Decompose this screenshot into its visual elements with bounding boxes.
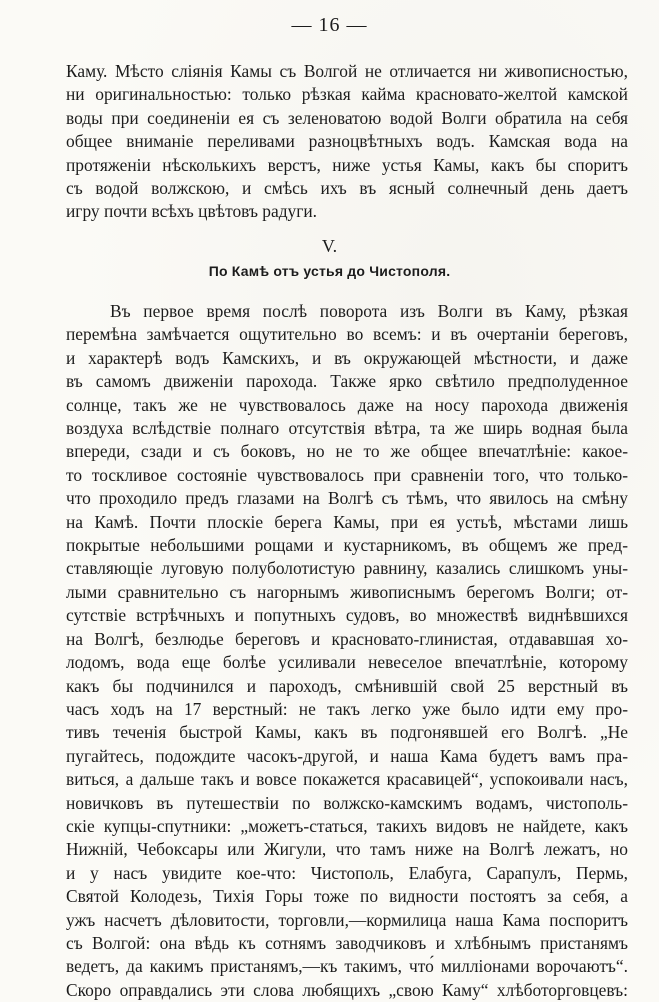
text-line: на Камѣ. Почти плоскіе берега Камы, при ея устьѣ, мѣстами лишь — [66, 511, 628, 532]
section-title: По Камѣ отъ устья до Чистополя. — [208, 263, 451, 279]
text-line: съ водой волжскою, и смѣсь ихъ въ ясный солнечный день даетъ — [66, 178, 628, 199]
text-line: впереди, сзади и съ боковъ, но не то же общее впечатлѣніе: какое- — [66, 441, 628, 462]
text-line: покрытые небольшими рощами и кустарникомъ, въ общемъ же пред- — [66, 535, 628, 556]
text-line: ужъ насчетъ дѣловитости, торговли,—кормилица наша Кама поспоритъ — [66, 909, 628, 930]
paragraph-main — [66, 300, 628, 1002]
text-line: новичковъ въ путешествіи по волжско-камскимъ водамъ, чистополь- — [66, 792, 628, 813]
text-line: сутствіе встрѣчныхъ и попутныхъ судовъ, во множествѣ виднѣвшихся — [66, 605, 628, 626]
text-line: Святой Колодезь, Тихія Горы тоже по видности постоятъ за себя, а — [66, 886, 628, 907]
text-line: на Волгѣ, безлюдье береговъ и красновато-глинистая, отдававшая хо- — [66, 628, 628, 649]
text-line: пугайтесь, подождите часокъ-другой, и наша Кама будетъ вамъ пра- — [66, 745, 628, 766]
text-line: часъ ходъ на 17 верстный: не такъ легко уже было идти ему про- — [66, 698, 628, 719]
text-line: Нижній, Чебоксары или Жигули, что тамъ ниже на Волгѣ лежатъ, но — [66, 839, 628, 860]
paragraph-continued — [66, 60, 628, 224]
text-line: и характерѣ водъ Камскихъ, и въ окружающей мѣстности, и даже — [66, 347, 628, 368]
text-line: скіе купцы-спутники: „можетъ-статься, такихъ видовъ не найдете, какъ — [66, 815, 628, 836]
text-line: ни оригинальностью: только рѣзкая кайма красновато-желтой камской — [66, 84, 628, 105]
text-line: Въ первое время послѣ поворота изъ Волги въ Каму, рѣзкая — [110, 301, 628, 321]
text-line: воздуха вслѣдствіе полнаго отсутствія вѣтра, та же ширь водная была — [66, 418, 628, 439]
text-line: игру почти всѣхъ цвѣтовъ радуги. — [66, 201, 318, 222]
text-line: какъ бы подчинился и пароходъ, смѣнившій свой 25 верстный въ — [66, 675, 628, 696]
text-line: Скоро оправдались эти слова любящихъ „свою Каму“ хлѣботорговцевъ: — [66, 979, 628, 1000]
section-number: V. — [321, 236, 338, 256]
text-line: лодомъ, вода еще болѣе усиливали невеселое впечатлѣніе, которому — [66, 652, 628, 673]
text-line: тивъ теченія быстрой Камы, какъ въ подгонявшей его Волгѣ. „Не — [66, 722, 628, 743]
text-line: протяженіи нѣсколькихъ верстъ, ниже устья Камы, какъ бы споритъ — [66, 154, 628, 175]
text-line: лыми сравнительно съ нагорнымъ живописнымъ берегомъ Волги; от- — [66, 581, 628, 602]
text-line: общее вниманіе переливами разноцвѣтныхъ водъ. Камская вода на — [66, 131, 628, 152]
text-line: Каму. Мѣсто сліянія Камы съ Волгой не отличается ни живописностью, — [66, 61, 628, 81]
text-line: ставляющіе луговую полуболотистую равнину, казались слишкомъ уны- — [66, 558, 628, 579]
text-line: и у насъ увидите кое-что: Чистополь, Елабуга, Сарапулъ, Пермь, — [66, 862, 628, 883]
text-line: виться, а дальше такъ и вовсе покажется красавицей“, успокоивали насъ, — [66, 769, 628, 790]
text-line: ведетъ, да какимъ пристанямъ,—къ такимъ, что́ милліонами ворочаютъ“. — [66, 956, 628, 977]
text-line: въ самомъ движеніи парохода. Также ярко свѣтило предполуденное — [66, 371, 628, 392]
page-number: — 16 — — [291, 14, 368, 36]
text-line: съ Волгой: она вѣдь къ сотнямъ заводчиковъ и хлѣбнымъ пристанямъ — [66, 932, 628, 953]
text-line: солнце, такъ же не чувствовалось даже на носу парохода движенія — [66, 394, 628, 415]
text-line: перемѣна замѣчается ощутительно во всемъ: и въ очертаніи береговъ, — [66, 324, 628, 345]
text-line: то тоскливое состояніе чувствовалось при сравненіи того, что только- — [66, 464, 628, 485]
text-line: что проходило предъ глазами на Волгѣ съ тѣмъ, что явилось на смѣну — [66, 488, 628, 509]
text-line: воды при соединеніи ея съ зеленоватою водой Волги обратила на себя — [66, 107, 628, 128]
